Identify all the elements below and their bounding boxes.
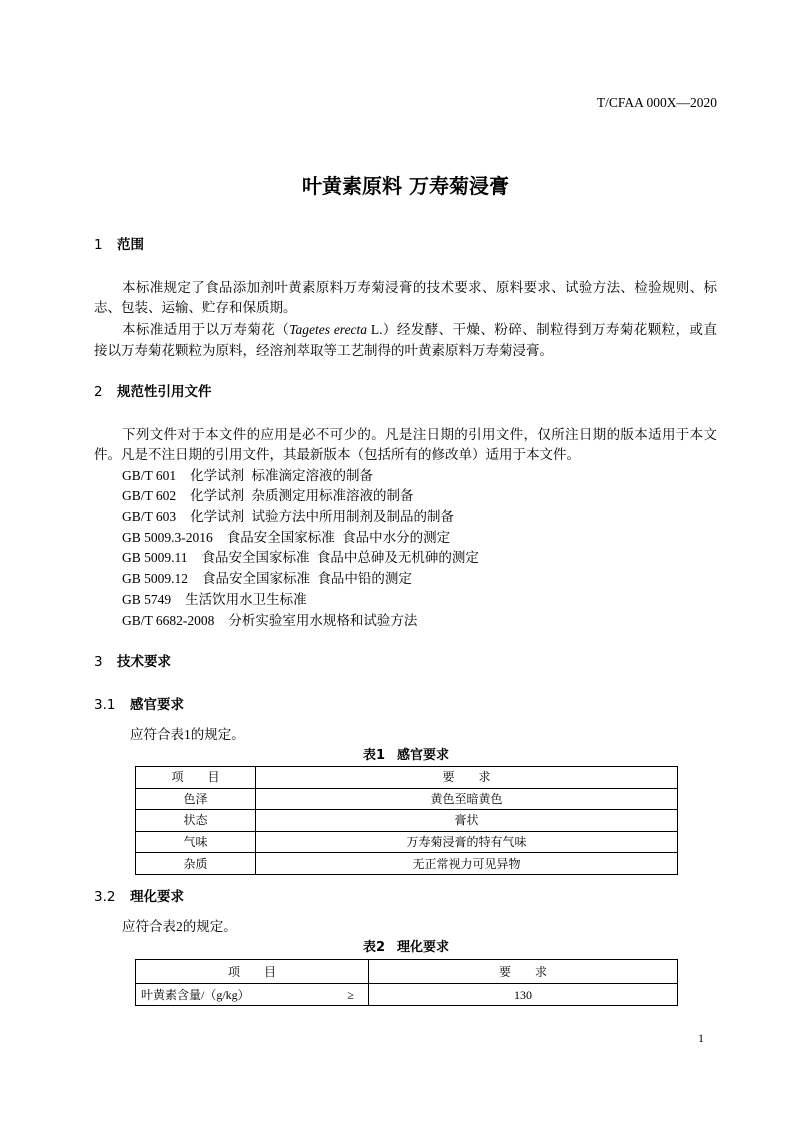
comparator-symbol: ≥ [347,988,354,1002]
paragraph-line: 件。凡是不注日期的引用文件，其最新版本（包括所有的修改单）适用于本文件。 [94,447,580,462]
column-header-item: 项 目 [136,767,256,789]
section-title: 范围 [117,237,144,253]
section-title: 技术要求 [117,654,171,670]
table-cell-item [136,984,369,1006]
table-row [136,810,678,832]
reference-item [122,528,450,548]
reference-code: GB/T 601 [122,468,177,483]
table-1-caption [135,746,677,766]
section-number: 1 [94,237,103,253]
paragraph-line [122,320,717,340]
table-header-row [136,767,678,789]
table-caption-title: 理化要求 [397,940,450,955]
reference-title: 化学试剂 标准滴定溶液的制备 [190,468,374,483]
table-row [136,831,678,853]
column-header-requirement: 要 求 [369,960,678,984]
table-row [136,788,678,810]
paragraph-line: 接以万寿菊花颗粒为原料，经溶剂萃取等工艺制得的叶黄素原料万寿菊浸膏。 [94,343,553,358]
document-code: T/CFAA 000X—2020 [596,95,717,110]
reference-title: 食品安全国家标准 食品中总砷及无机砷的测定 [201,550,479,565]
species-name: Tagetes erecta [289,322,368,337]
reference-item [122,590,307,610]
table-caption-label: 表2 [362,940,386,955]
reference-code: GB 5009.3-2016 [122,530,213,545]
paragraph-line: 下列文件对于本文件的应用是必不可少的。凡是注日期的引用文件，仅所注日期的版本适用于本文 [122,427,717,442]
section-2-heading [94,382,494,402]
paragraph-text: 本标准适用于以万寿菊花（ [122,322,290,337]
reference-title: 生活饮用水卫生标准 [185,592,307,607]
column-header-requirement: 要 求 [256,767,678,789]
reference-title: 化学试剂 杂质测定用标准溶液的制备 [190,488,414,503]
table-cell-requirement: 无正常视力可见异物 [256,853,678,875]
section-1-heading [94,235,494,255]
subsection-title: 理化要求 [130,889,184,905]
reference-item [122,486,414,506]
reference-code: GB 5749 [122,592,172,607]
table-cell-item: 色泽 [136,788,256,810]
subsection-3-2-heading [94,887,494,907]
subsection-number: 3.2 [94,889,116,905]
table-caption-title: 感官要求 [397,748,450,763]
reference-code: GB 5009.11 [122,550,188,565]
table-row [136,984,678,1006]
table-2-physicochemical [135,959,678,1006]
reference-item [122,569,412,589]
subsection-3-1-heading [94,695,494,715]
table-reference-note: 应符合表2的规定。 [122,919,237,934]
section-3-heading [94,652,494,672]
table-cell-item: 状态 [136,810,256,832]
paragraph-text: L.）经发酵、干燥、粉碎、制粒得到万寿菊花颗粒，或直 [367,322,717,337]
table-reference-note: 应符合表1的规定。 [130,727,245,742]
paragraph-line: 本标准规定了食品添加剂叶黄素原料万寿菊浸膏的技术要求、原料要求、试验方法、检验规则、标 [122,280,717,295]
reference-item [122,548,479,568]
table-cell-requirement: 万寿菊浸膏的特有气味 [256,831,678,853]
table-row [136,853,678,875]
reference-code: GB/T 602 [122,488,177,503]
table-2-caption [135,938,677,958]
table-cell-item: 杂质 [136,853,256,875]
reference-title: 食品安全国家标准 食品中水分的测定 [226,530,451,545]
reference-code: GB 5009.12 [122,571,189,586]
section-title: 规范性引用文件 [117,384,212,400]
reference-item [122,507,454,527]
table-cell-requirement: 黄色至暗黄色 [256,788,678,810]
reference-item [122,466,373,486]
paragraph-line: 志、包装、运输、贮存和保质期。 [94,300,297,315]
table-caption-label: 表1 [362,748,386,763]
reference-code: GB/T 6682-2008 [122,613,215,628]
section-number: 3 [94,654,103,670]
subsection-number: 3.1 [94,697,116,713]
table-cell-requirement: 膏状 [256,810,678,832]
page-number: 1 [698,1031,704,1045]
table-cell-item: 气味 [136,831,256,853]
table-1-sensory [135,766,678,875]
table-header-row [136,960,678,984]
table-cell-requirement: 130 [369,984,678,1006]
subsection-title: 感官要求 [130,697,184,713]
section-number: 2 [94,384,103,400]
reference-title: 分析实验室用水规格和试验方法 [228,613,418,628]
column-header-item: 项 目 [136,960,369,984]
reference-title: 化学试剂 试验方法中所用制剂及制品的制备 [190,509,455,524]
reference-item [122,611,417,631]
document-title: 叶黄素原料 万寿菊浸膏 [302,174,509,198]
reference-title: 食品安全国家标准 食品中铅的测定 [202,571,412,586]
item-label: 叶黄素含量/（g/kg） [141,987,250,1002]
reference-code: GB/T 603 [122,509,177,524]
